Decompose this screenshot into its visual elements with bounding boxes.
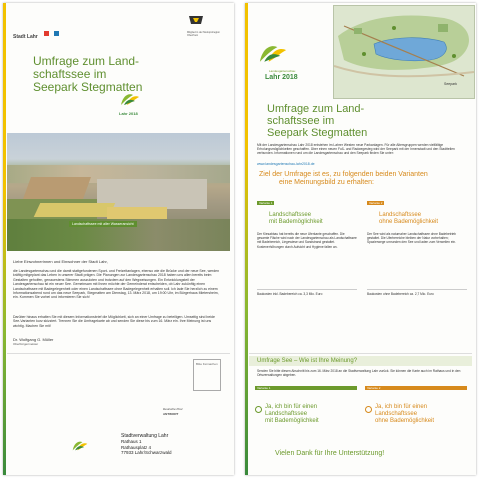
title-line-2: schaftssee im <box>267 115 335 127</box>
card-2-line-3: ohne Bademöglichkeit <box>375 418 435 424</box>
card-1-line-1: Ja, ich bin für einen <box>265 404 318 410</box>
option-1-checkbox[interactable] <box>255 406 262 413</box>
return-tag-2: ANTWORT <box>163 412 179 416</box>
return-address <box>121 433 231 456</box>
title-line-2: schaftssee im <box>33 67 107 81</box>
variant-1-sub: mit Bademöglichkeit <box>269 219 323 225</box>
variant-2-cost: Baukosten ohne Badebereich ca. 2,7 Mio. Euro <box>367 289 467 296</box>
color-stripe <box>245 3 248 475</box>
logo-mark-icon <box>44 31 49 36</box>
lahr-2018-badge <box>257 41 298 82</box>
variant-1-block <box>257 191 357 296</box>
address-line-4: 77933 Lahr/Schwarzwald <box>121 450 172 455</box>
right-page <box>245 3 476 475</box>
card-2-line-2: Landschaftssee <box>375 411 418 417</box>
variant-2-block <box>367 191 467 296</box>
lahr-2018-badge <box>119 91 145 115</box>
logo-text: Stadt Lahr <box>13 34 38 40</box>
survey-heading-bar <box>249 356 472 366</box>
title-line-3: Seepark Stegmatten <box>267 127 368 139</box>
left-page <box>3 3 234 475</box>
crest-block <box>187 13 221 37</box>
thanks-text: Vielen Dank für Ihre Unterstützung! <box>275 450 385 457</box>
variant-1-title: Landschaftssee <box>269 212 312 218</box>
card-2-tag: Variante 2 <box>365 386 467 390</box>
badge-label: Lahr 2018 <box>119 111 138 116</box>
survey-intro: Senden Sie bitte diesen Abschnitt bis zum 16. März 2018 an die Stadtverwaltung Lahr zurück. Sie können die Karte auch im Rathaus und in den Ortsverwaltungen abgeben. <box>257 369 461 378</box>
survey-heading: Umfrage See – Wie ist Ihre Meinung? <box>257 358 358 364</box>
title-line-3: Seepark Stegmatten <box>33 80 143 94</box>
variant-1-tag: Variante 1 <box>259 201 273 205</box>
address-line-1: Stadtverwaltung Lahr <box>121 433 169 439</box>
seepark-map <box>333 5 475 99</box>
page-title <box>267 103 367 139</box>
footer-badge <box>71 439 89 457</box>
variant-2-sub: ohne Bademöglichkeit <box>379 219 439 225</box>
page-title <box>33 55 142 94</box>
badge-label: Lahr 2018 <box>265 73 298 81</box>
survey-option-2[interactable] <box>365 386 467 425</box>
letter-paragraph-2: Darüber hinaus erhalten Sie mit diesem Informationsbrief die Möglichkeit, sich an einer Umfrage zu beteiligen. Umseitig sind beide See-Varianten kurz skizziert. Trennen Sie die Umfragekarte ab und senden Sie diese bis zum 16. März ein. Ihre Meinung ist uns wichtig. Machen Sie mit! <box>13 315 215 328</box>
crest-icon <box>187 14 205 26</box>
aerial-photo <box>7 133 230 251</box>
card-1-line-3: mit Bademöglichkeit <box>265 418 319 424</box>
stamp-label: Bitte freimachen <box>196 362 218 366</box>
intro-text: Mit der Landesgartenschau Lahr 2018 entstehen im Lahrer Westen neue Parkanlagen. Für alle Altersgruppen werden vielfältige Erholungsmöglichkeiten geschaffen. Über einen neuen Fuß- und Radwegesteg wird der Seepark mit der Innenstadt und den Stadtteilen verbunden. Informationen rund um die Landesgartenschau und den Seepark finden Sie unter: <box>257 143 455 156</box>
question <box>259 171 469 187</box>
badge-sub: Landesgartenschau <box>269 69 296 73</box>
letter-paragraph-1: die Landesgartenschau und die damit stattgefundenen Sport- und Freizeitanlagen, ebenso wie die Brücke und der neue See, werden kräftig mitgeplant das Leben in unserer Stadt prägen. Die Planungen zur Landesgartenschau 2018 haben uns allen bereits beim Gestalten geholfen, genauestens Stimmen auszuloten und trotzdem auf den Wegweisungen. Ein Entwicklungsteil der Landesgartenschau ist ein neuer See. Gemeinsam mit Ihnen möchte der Gemeinderat entscheiden, ob Lahr zukünftig einen Landschaftssee mit Badegelegenheit oder einen Landschaftssee ohne Badegelegenheit erhalten soll. Ich lade Sie herzlich zu einem Informationsabend rund um das neue Seepark, Stegmatten am Dienstag, 13. März 2018, um 19:00 Uhr, im Bürgerhaus Mietersheim, ein. Kommen Sie vorbei und informieren Sie sich! <box>13 269 220 300</box>
logo-mark-icon <box>54 31 59 36</box>
variant-2-tag: Variante 2 <box>369 201 383 205</box>
crest-caption: Mitglied in der Metropolregion Oberrhein <box>187 31 220 37</box>
question-line-2: eine Meinungsbild zu erhalten: <box>279 179 374 186</box>
card-1-tag: Variante 1 <box>255 386 357 390</box>
photo-caption: Landschaftssee mit aller Wasseransicht <box>69 221 137 227</box>
variant-1-cost: Baukosten inkl. Badebereich ca. 3,3 Mio. Euro <box>257 289 357 296</box>
option-2-checkbox[interactable] <box>365 406 372 413</box>
variant-2-title: Landschaftssee <box>379 212 422 218</box>
stadt-lahr-logo <box>13 25 59 43</box>
card-1-line-2: Landschaftssee <box>265 411 308 417</box>
variant-1-text: Der Kiesabbau hat bereits die neue Uferkante geschaffen. Die gesamte Fläche wird nach der Landesgartenschau als Landschaftssee mit Badebereich, Liegewiese und Sandstrand gestaltet. Kostenerhöhungen durch Aufsicht und Hygiene fallen an. <box>257 232 357 249</box>
cut-line <box>249 353 472 354</box>
greeting: Liebe Einwohnerinnen und Einwohner der Stadt Lahr, <box>13 259 108 264</box>
intro-link[interactable]: www.landesgartenschau-lahr2018.de <box>257 162 315 166</box>
leaf-logo-icon <box>257 41 289 65</box>
variant-2-text: Der See wird als naturnaher Landschaftssee ohne Badebetrieb gestaltet. Die Uferbereiche bleiben der Natur vorbehalten; Spazierwege umrunden den See und laden zum Verweilen ein. <box>367 232 456 245</box>
survey-option-1[interactable] <box>255 386 357 425</box>
signature-role: Oberbürgermeister <box>13 342 39 346</box>
cut-line <box>7 353 230 354</box>
leaf-logo-icon <box>71 439 89 452</box>
card-2-line-1: Ja, ich bin für einen <box>375 404 428 410</box>
title-line-1: Umfrage zum Land- <box>267 103 365 115</box>
return-tag: Deutsche Post <box>163 407 183 411</box>
question-line-1: Ziel der Umfrage ist es, zu folgenden beiden Varianten <box>259 171 428 178</box>
address-line-2: Rathaus 1 <box>121 439 142 444</box>
map-label: Seepark <box>444 82 458 86</box>
color-stripe <box>3 3 6 475</box>
stamp-box <box>193 359 221 391</box>
signature-name: Dr. Wolfgang G. Müller <box>13 337 54 342</box>
title-line-1: Umfrage zum Land- <box>33 54 140 68</box>
address-line-3: Rathausplatz 4 <box>121 444 152 450</box>
leaf-logo-icon <box>119 91 141 107</box>
